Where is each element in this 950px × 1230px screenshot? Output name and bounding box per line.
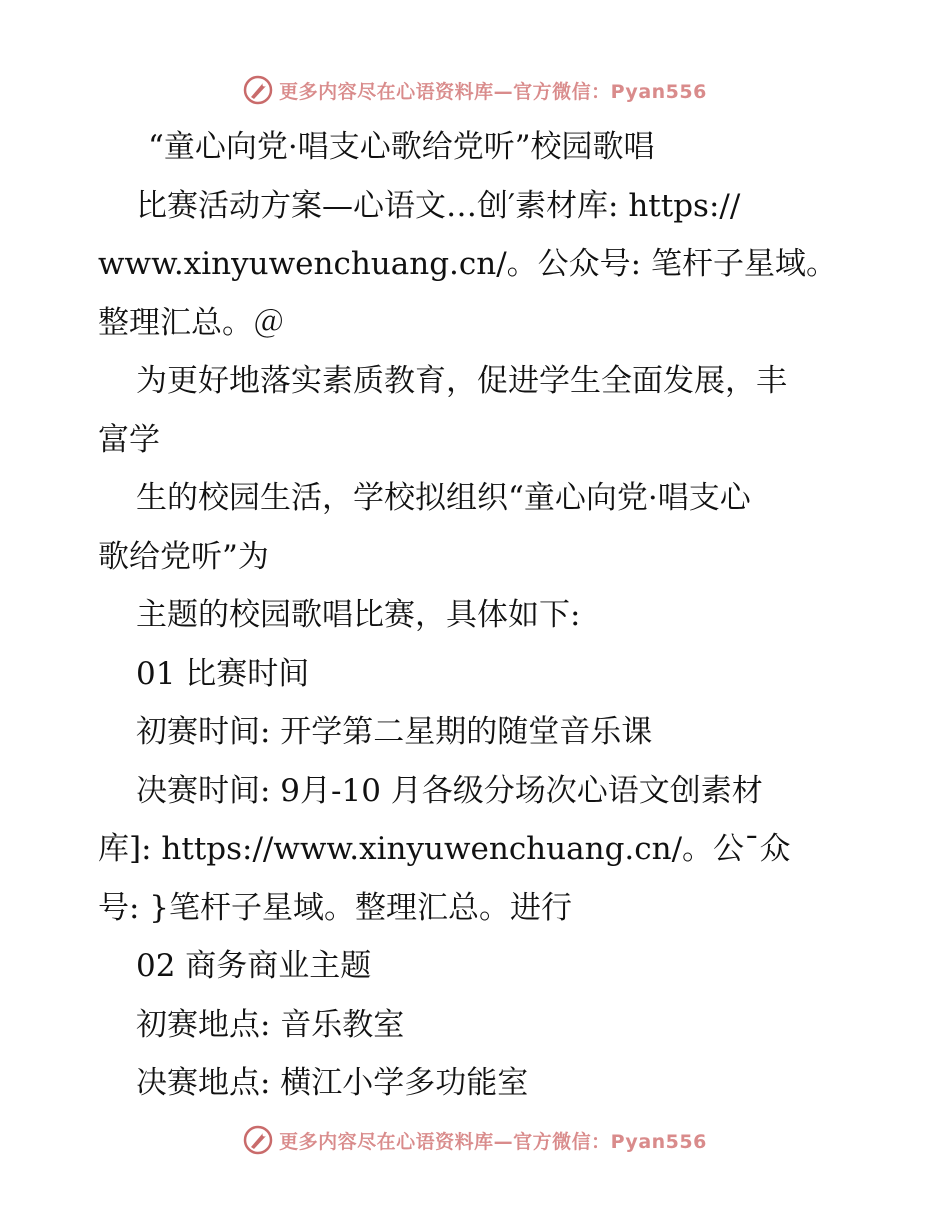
prelim-time-line: 初赛时间: 开学第二星期的随堂音乐课 — [136, 714, 653, 750]
prelim-location-line: 初赛地点: 音乐教室 — [136, 1006, 405, 1043]
doc-line: 号: }笔杆子星域。整理汇总。进行 — [98, 889, 573, 926]
doc-title-line-2: 比赛活动方案—心语文…创′素材库: https:// — [136, 187, 741, 224]
doc-paragraph-line: 生的校园生活，学校拟组织“童心向党·唱支心 — [136, 480, 751, 516]
pen-logo-icon — [243, 75, 273, 105]
doc-paragraph-line: 主题的校园歌唱比赛，具体如下: — [136, 597, 581, 633]
document-body — [98, 118, 858, 1113]
doc-paragraph-line: 为更好地落实素质教育，促进学生全面发展，丰 — [136, 363, 787, 399]
final-time-line: 决赛时间: 9月-10 月各级分场次心语文创素材 — [136, 772, 763, 809]
final-location-line: 决赛地点: 横江小学多功能室 — [136, 1065, 529, 1101]
section-heading-time: 01 比赛时间 — [136, 655, 310, 692]
watermark-text: 更多内容尽在心语资料库—官方微信：Pyan556 — [279, 80, 707, 103]
watermark-text: 更多内容尽在心语资料库—官方微信：Pyan556 — [279, 1130, 707, 1153]
doc-line: 整理汇总。＠ — [98, 304, 284, 341]
doc-title-line-1: “童心向党·唱支心歌给党听”校园歌唱 — [148, 129, 655, 165]
header-watermark — [0, 70, 950, 110]
doc-line: www.xinyuwenchuang.cn/。公众号: 笔杆子星域。 — [98, 246, 837, 282]
doc-paragraph-line: 富学 — [98, 421, 160, 458]
footer-watermark — [0, 1120, 950, 1160]
section-heading-theme: 02 商务商业主题 — [136, 948, 372, 984]
doc-line: 库]: https://www.xinyuwenchuang.cn/。公¯众 — [98, 831, 791, 867]
doc-paragraph-line: 歌给党听”为 — [98, 538, 269, 575]
pen-logo-icon — [243, 1125, 273, 1155]
